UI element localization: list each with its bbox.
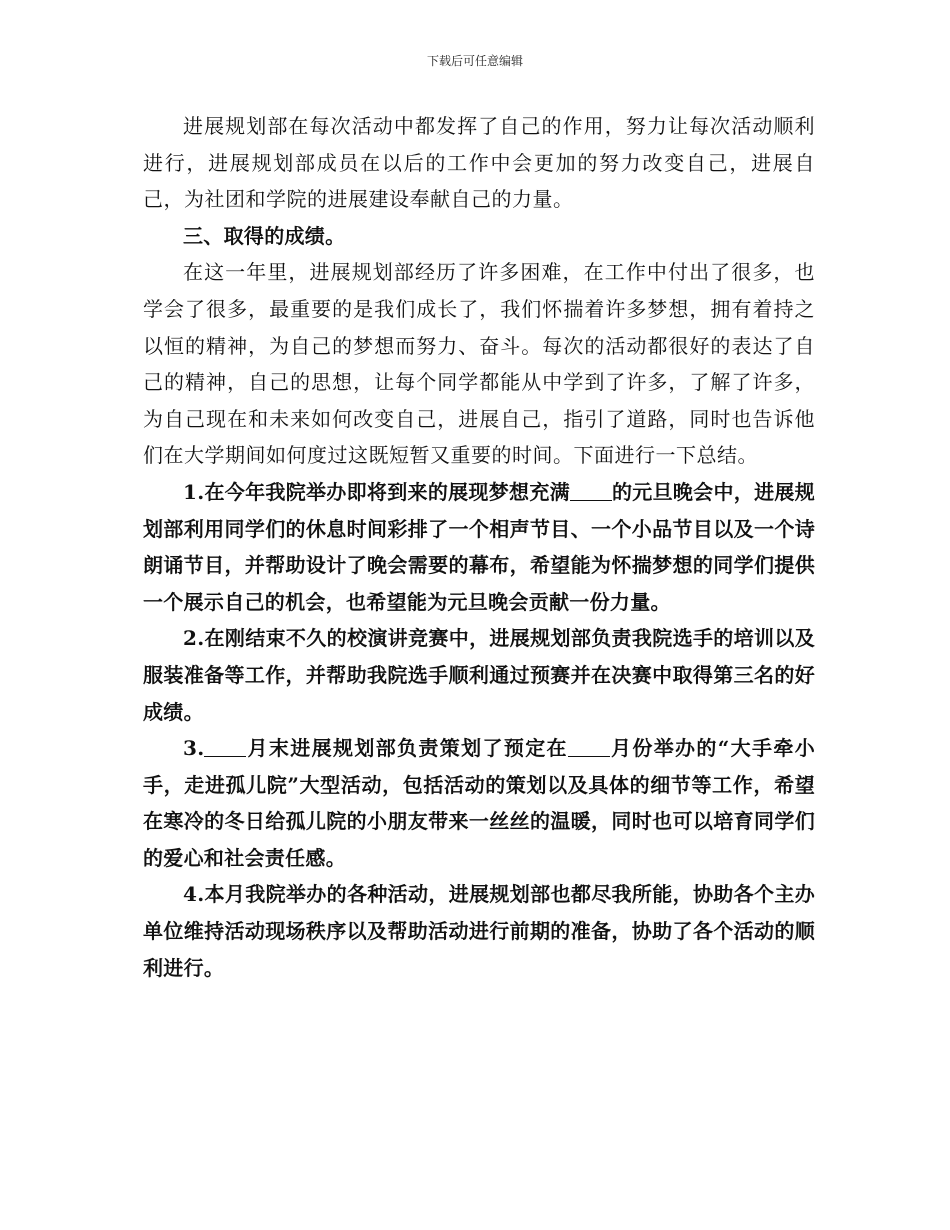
paragraph-summary: 在这一年里，进展规划部经历了许多困难，在工作中付出了很多，也学会了很多，最重要的是我们成长了，我们怀揣着许多梦想，拥有着持之以恒的精神，为自己的梦想而努力、奋斗。每次的活动都很好的表达了自己的精神，自己的思想，让每个同学都能从中学到了许多，了解了许多，为自己现在和未来如何改变自己，进展自己，指引了道路，同时也告诉他们在大学期间如何度过这既短暂又重要的时间。下面进行一下总结。: [143, 260, 815, 468]
list-item-1-text-b: 的元旦晚会中，进展规划部利用同学们的休息时间彩排了一个相声节目、一个小品节目以及一个诗朗诵节目，并帮助设计了晚会需要的幕布，希望能为怀揣梦想的同学们提供一个展示自己的机会，也希望能为元旦晚会贡献一份力量。: [143, 479, 815, 614]
paragraph-intro: 进展规划部在每次活动中都发挥了自己的作用，努力让每次活动顺利进行，进展规划部成员在以后的工作中会更加的努力改变自己，进展自己，为社团和学院的进展建设奉献自己的力量。: [143, 114, 815, 212]
document-body: [143, 108, 815, 986]
list-item-1-text-a: 1.在今年我院举办即将到来的展现梦想充满: [183, 479, 570, 504]
list-item-1: [143, 474, 815, 620]
section-heading-achievements: 三、取得的成绩。: [183, 223, 346, 248]
list-item-4: 4.本月我院举办的各种活动，进展规划部也都尽我所能，协助各个主办单位维持活动现场秩序以及帮助活动进行前期的准备，协助了各个活动的顺利进行。: [143, 882, 815, 980]
page-header: 下载后可任意编辑: [426, 54, 523, 68]
fill-blank: [570, 480, 612, 501]
list-item-3-text-a: 3.: [183, 736, 205, 761]
list-item-2: 2.在刚结束不久的校演讲竞赛中，进展规划部负责我院选手的培训以及服装准备等工作，并帮助我院选手顺利通过预赛并在决赛中取得第三名的好成绩。: [143, 626, 815, 724]
fill-blank: [204, 736, 246, 757]
fill-blank: [568, 736, 610, 757]
list-item-3-text-c: 月份举办的“大手牵小手，走进孤儿院”大型活动，包括活动的策划以及具体的细节等工作，希望在寒冷的冬日给孤儿院的小朋友带来一丝丝的温暖，同时也可以培育同学们的爱心和社会责任感。: [143, 736, 816, 870]
list-item-3: [143, 730, 815, 876]
list-item-3-text-b: 月末进展规划部负责策划了预定在: [246, 736, 568, 761]
